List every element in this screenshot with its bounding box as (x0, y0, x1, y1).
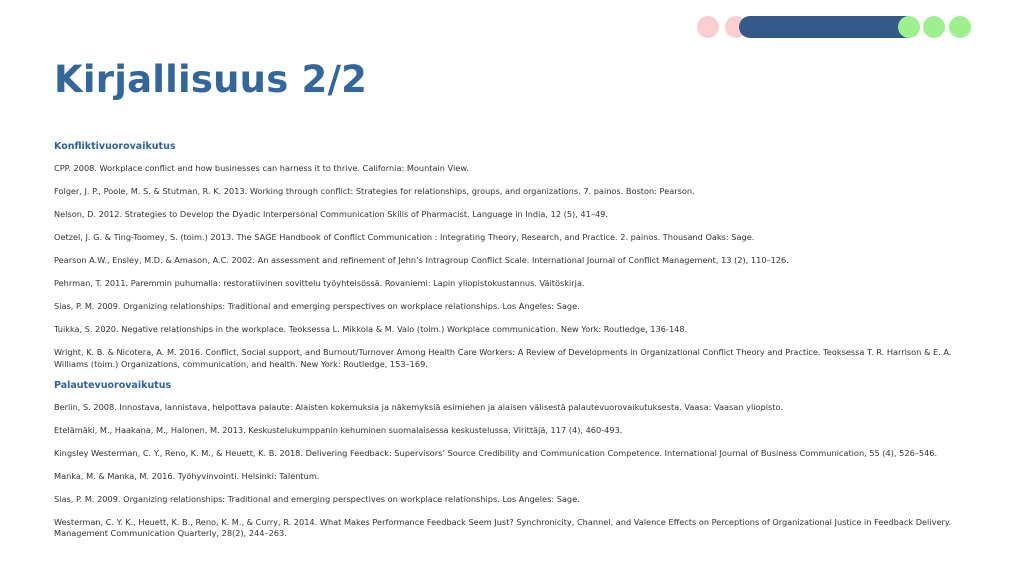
green-dot (949, 16, 971, 38)
section-feedback (54, 379, 984, 540)
reference-list (54, 140, 984, 551)
reference-item: Folger, J. P., Poole, M. S. & Stutman, R. K. 2013. Working through conflict: Strategies for relationships, groups, and organizations. 7. painos. Boston: Pearson. (54, 186, 695, 196)
reference-item: Kingsley Westerman, C. Y., Reno, K. M., & Heuett, K. B. 2018. Delivering Feedback: Supervisors’ Source Credibility and Communication Competence. International Journal of Business Communication, 55 (4), 526–546. (54, 447, 938, 458)
green-dot (923, 16, 945, 38)
reference-item: Berlin, S. 2008. Innostava, lannistava, helpottava palaute: Alaisten kokemuksia ja näkemyksiä esimiehen ja alaisen välisestä palautevuorovaikutuksesta. Vaasa: Vaasan yliopisto. (54, 401, 783, 412)
reference-item: CPP. 2008. Workplace conflict and how businesses can harness it to thrive. California: Mountain View. (54, 163, 469, 173)
reference-item: Westerman, C. Y. K., Heuett, K. B., Reno, K. M., & Curry, R. 2014. What Makes Performance Feedback Seem Just? Synchronicity, Channel, and Valence Effects on Perceptions of Organizational Justice in Feedback Delivery. Management Communication Quarterly, 28(2), 244–263. (54, 516, 952, 538)
green-dot (898, 16, 920, 38)
pink-dot (697, 16, 719, 38)
reference-item: Oetzel, J. G. & Ting-Toomey, S. (toim.) 2013. The SAGE Handbook of Conflict Communication : Integrating Theory, Research, and Practice. 2. painos. Thousand Oaks: Sage. (54, 232, 755, 242)
reference-item: Manka, M. & Manka, M. 2016. Työhyvinvointi. Helsinki: Talentum. (54, 470, 320, 481)
reference-item: Sias, P. M. 2009. Organizing relationships: Traditional and emerging perspectives on workplace relationships. Los Angeles: Sage. (54, 493, 580, 504)
header-decoration (0, 16, 1024, 38)
reference-item: Tuikka, S. 2020. Negative relationships in the workplace. Teoksessa L. Mikkola & M. Valo (toim.) Workplace communication. New York: Routledge, 136-148. (54, 324, 688, 334)
slide-title: Kirjallisuus 2/2 (54, 58, 368, 101)
section-conflict (54, 140, 984, 370)
reference-item: Etelämäki, M., Haakana, M., Halonen, M. 2013. Keskustelukumppanin kehuminen suomalaisessa keskustelussa. Virittäjä, 117 (4), 460-493. (54, 424, 623, 435)
reference-item: Pehrman, T. 2011. Paremmin puhumalla: restoratiivinen sovittelu työyhteisössä. Rovaniemi: Lapin yliopistokustannus. Väitöskirja. (54, 278, 585, 288)
reference-item: Wright, K. B. & Nicotera, A. M. 2016. Conflict, Social support, and Burnout/Turnover Among Health Care Workers: A Review of Developments in Organizational Conflict Theory and Practice. Teoksessa T. R. Harrison & E. A. Williams (toim.) Organizations, communication, and health. New York: Routledge, 153–169. (54, 347, 952, 369)
reference-item: Pearson A.W., Ensley, M.D. & Amason, A.C. 2002. An assessment and refinement of Jehn’s Intragroup Conflict Scale. International Journal of Conflict Management, 13 (2), 110–126. (54, 255, 789, 265)
section-heading: Palautevuorovaikutus (54, 379, 172, 391)
section-heading: Konfliktivuorovaikutus (54, 141, 176, 152)
accent-bar (739, 16, 917, 38)
reference-item: Nelson, D. 2012. Strategies to Develop the Dyadic Interpersonal Communication Skills of Pharmacist. Language in India, 12 (5), 41–49. (54, 209, 608, 219)
reference-item: Sias, P. M. 2009. Organizing relationships: Traditional and emerging perspectives on workplace relationships. Los Angeles: Sage. (54, 301, 580, 311)
